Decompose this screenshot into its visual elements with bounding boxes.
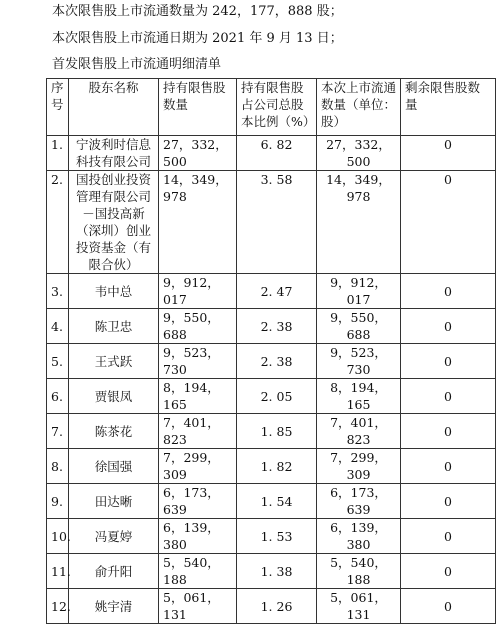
row-listed-quantity: 9，523，730	[317, 344, 401, 379]
row-remaining-restricted: 0	[401, 379, 496, 414]
row-share-ratio: 2. 38	[237, 344, 317, 379]
row-remaining-restricted: 0	[401, 519, 496, 554]
row-serial-no: 3.	[47, 274, 69, 309]
row-shareholder-name: 陈卫忠	[69, 309, 159, 344]
row-remaining-restricted: 0	[401, 309, 496, 344]
row-shareholder-name: 冯夏婷	[69, 519, 159, 554]
table-row	[47, 449, 496, 484]
row-shareholder-name: 宁波利时信息科技有限公司	[69, 136, 159, 171]
row-restricted-shares-held: 27，332，500	[159, 136, 237, 171]
table-row	[47, 554, 496, 589]
row-restricted-shares-held: 9，523，730	[159, 344, 237, 379]
header-listed-quantity: 本次上市流通数量（单位：股）	[317, 79, 401, 136]
row-share-ratio: 3. 58	[237, 171, 317, 274]
row-listed-quantity: 14，349，978	[317, 171, 401, 274]
row-shareholder-name: 韦中总	[69, 274, 159, 309]
table-row	[47, 309, 496, 344]
table-row	[47, 519, 496, 554]
row-serial-no: 11.	[47, 554, 69, 589]
row-serial-no: 7.	[47, 414, 69, 449]
listing-date-line: 本次限售股上市流通日期为 2021 年 9 月 13 日；	[52, 31, 343, 46]
row-listed-quantity: 6，139，380	[317, 519, 401, 554]
row-serial-no: 12.	[47, 589, 69, 624]
row-listed-quantity: 27，332，500	[317, 136, 401, 171]
row-shareholder-name: 国投创业投资管理有限公司－国投高新（深圳）创业投资基金（有限合伙）	[69, 171, 159, 274]
row-restricted-shares-held: 7，299，309	[159, 449, 237, 484]
row-serial-no: 2.	[47, 171, 69, 274]
table-row	[47, 484, 496, 519]
row-shareholder-name: 王式跃	[69, 344, 159, 379]
row-serial-no: 6.	[47, 379, 69, 414]
row-restricted-shares-held: 6，139，380	[159, 519, 237, 554]
row-remaining-restricted: 0	[401, 589, 496, 624]
row-listed-quantity: 8，194，165	[317, 379, 401, 414]
row-listed-quantity: 9，912，017	[317, 274, 401, 309]
row-serial-no: 5.	[47, 344, 69, 379]
row-share-ratio: 1. 38	[237, 554, 317, 589]
listing-quantity-line: 本次限售股上市流通数量为 242，177，888 股；	[52, 4, 343, 19]
row-restricted-shares-held: 9，550，688	[159, 309, 237, 344]
row-restricted-shares-held: 14，349，978	[159, 171, 237, 274]
row-share-ratio: 2. 38	[237, 309, 317, 344]
row-serial-no: 1.	[47, 136, 69, 171]
table-row	[47, 136, 496, 171]
row-shareholder-name: 俞升阳	[69, 554, 159, 589]
row-shareholder-name: 田达晰	[69, 484, 159, 519]
row-restricted-shares-held: 8，194，165	[159, 379, 237, 414]
row-shareholder-name: 陈茶花	[69, 414, 159, 449]
row-shareholder-name: 徐国强	[69, 449, 159, 484]
row-listed-quantity: 7，299，309	[317, 449, 401, 484]
row-share-ratio: 1. 26	[237, 589, 317, 624]
header-serial-no: 序号	[47, 79, 69, 136]
table-caption: 首发限售股上市流通明细清单	[52, 57, 222, 72]
row-remaining-restricted: 0	[401, 136, 496, 171]
table-header-row	[47, 79, 496, 136]
header-restricted-shares-held: 持有限售股数量	[159, 79, 237, 136]
row-restricted-shares-held: 9，912，017	[159, 274, 237, 309]
row-listed-quantity: 7，401，823	[317, 414, 401, 449]
row-share-ratio: 1. 53	[237, 519, 317, 554]
row-serial-no: 8.	[47, 449, 69, 484]
row-listed-quantity: 5，061，131	[317, 589, 401, 624]
row-serial-no: 10.	[47, 519, 69, 554]
row-restricted-shares-held: 5，061，131	[159, 589, 237, 624]
row-share-ratio: 6. 82	[237, 136, 317, 171]
row-remaining-restricted: 0	[401, 554, 496, 589]
header-share-ratio: 持有限售股占公司总股本比例（%）	[237, 79, 317, 136]
row-listed-quantity: 5，540，188	[317, 554, 401, 589]
row-share-ratio: 2. 47	[237, 274, 317, 309]
row-remaining-restricted: 0	[401, 484, 496, 519]
row-share-ratio: 1. 54	[237, 484, 317, 519]
row-share-ratio: 1. 82	[237, 449, 317, 484]
row-remaining-restricted: 0	[401, 171, 496, 274]
row-remaining-restricted: 0	[401, 274, 496, 309]
header-shareholder-name: 股东名称	[69, 79, 159, 136]
table-row	[47, 344, 496, 379]
row-serial-no: 9.	[47, 484, 69, 519]
row-serial-no: 4.	[47, 309, 69, 344]
table-row	[47, 171, 496, 274]
row-shareholder-name: 贾银凤	[69, 379, 159, 414]
header-remaining-restricted: 剩余限售股数量	[401, 79, 496, 136]
row-share-ratio: 1. 85	[237, 414, 317, 449]
row-remaining-restricted: 0	[401, 449, 496, 484]
row-listed-quantity: 9，550，688	[317, 309, 401, 344]
table-row	[47, 414, 496, 449]
row-restricted-shares-held: 5，540，188	[159, 554, 237, 589]
row-shareholder-name: 姚宇清	[69, 589, 159, 624]
row-share-ratio: 2. 05	[237, 379, 317, 414]
restricted-shares-table	[46, 78, 496, 624]
row-remaining-restricted: 0	[401, 344, 496, 379]
row-remaining-restricted: 0	[401, 414, 496, 449]
table-row	[47, 589, 496, 624]
row-restricted-shares-held: 7，401，823	[159, 414, 237, 449]
table-row	[47, 379, 496, 414]
row-listed-quantity: 6，173，639	[317, 484, 401, 519]
table-row	[47, 274, 496, 309]
row-restricted-shares-held: 6，173，639	[159, 484, 237, 519]
